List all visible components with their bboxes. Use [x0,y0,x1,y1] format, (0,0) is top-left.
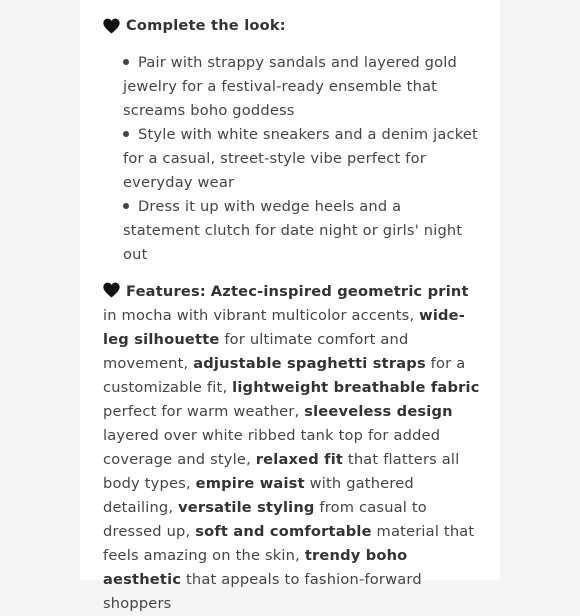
styling-tip-item [123,195,483,267]
feature-text: with gathered detailing, [103,475,414,516]
features-paragraph [103,280,483,616]
bullet-icon [123,203,129,209]
feature-text: in mocha with vibrant multicolor accents, [103,307,420,324]
complete-look-heading [103,14,483,38]
black-heart-icon [103,282,120,298]
styling-tip-item [123,51,483,123]
product-description [103,14,483,616]
complete-look-heading-text: Complete the look: [126,17,286,34]
styling-tip-item [123,123,483,195]
feature-text: material that feels amazing on the skin, [103,523,475,564]
feature-highlight: empire waist [195,475,305,492]
styling-tip-text: Style with white sneakers and a denim jacket for a casual, street-style vibe perfect for everyday wear [123,126,478,191]
feature-highlight: wide-leg silhouette [103,307,466,348]
feature-text: that flatters all body types, [103,451,460,492]
feature-text: for ultimate comfort and movement, [103,331,409,372]
feature-highlight: Aztec-inspired geometric print [210,283,469,300]
black-heart-icon [103,18,120,34]
feature-text: for a customizable fit, [103,355,466,396]
feature-text: that appeals to fashion-forward shoppers [103,571,422,612]
styling-tip-text: Pair with strappy sandals and layered gold jewelry for a festival-ready ensemble that screams boho goddess [123,54,457,119]
feature-highlight: lightweight breathable fabric [232,379,480,396]
feature-highlight: adjustable spaghetti straps [193,355,426,372]
feature-highlight: relaxed fit [255,451,344,468]
features-label: Features: [126,283,206,300]
bullet-icon [123,131,129,137]
styling-tips-list [103,51,483,267]
feature-highlight: versatile styling [178,499,315,516]
feature-highlight: soft and comfortable [195,523,372,540]
feature-highlight: sleeveless design [304,403,453,420]
feature-text: layered over white ribbed tank top for added coverage and style, [103,427,441,468]
feature-highlight: trendy boho aesthetic [103,547,408,588]
styling-tip-text: Dress it up with wedge heels and a statement clutch for date night or girls' night out [123,198,463,263]
bullet-icon [123,59,129,65]
feature-text: perfect for warm weather, [103,403,305,420]
feature-text: from casual to dressed up, [103,499,427,540]
